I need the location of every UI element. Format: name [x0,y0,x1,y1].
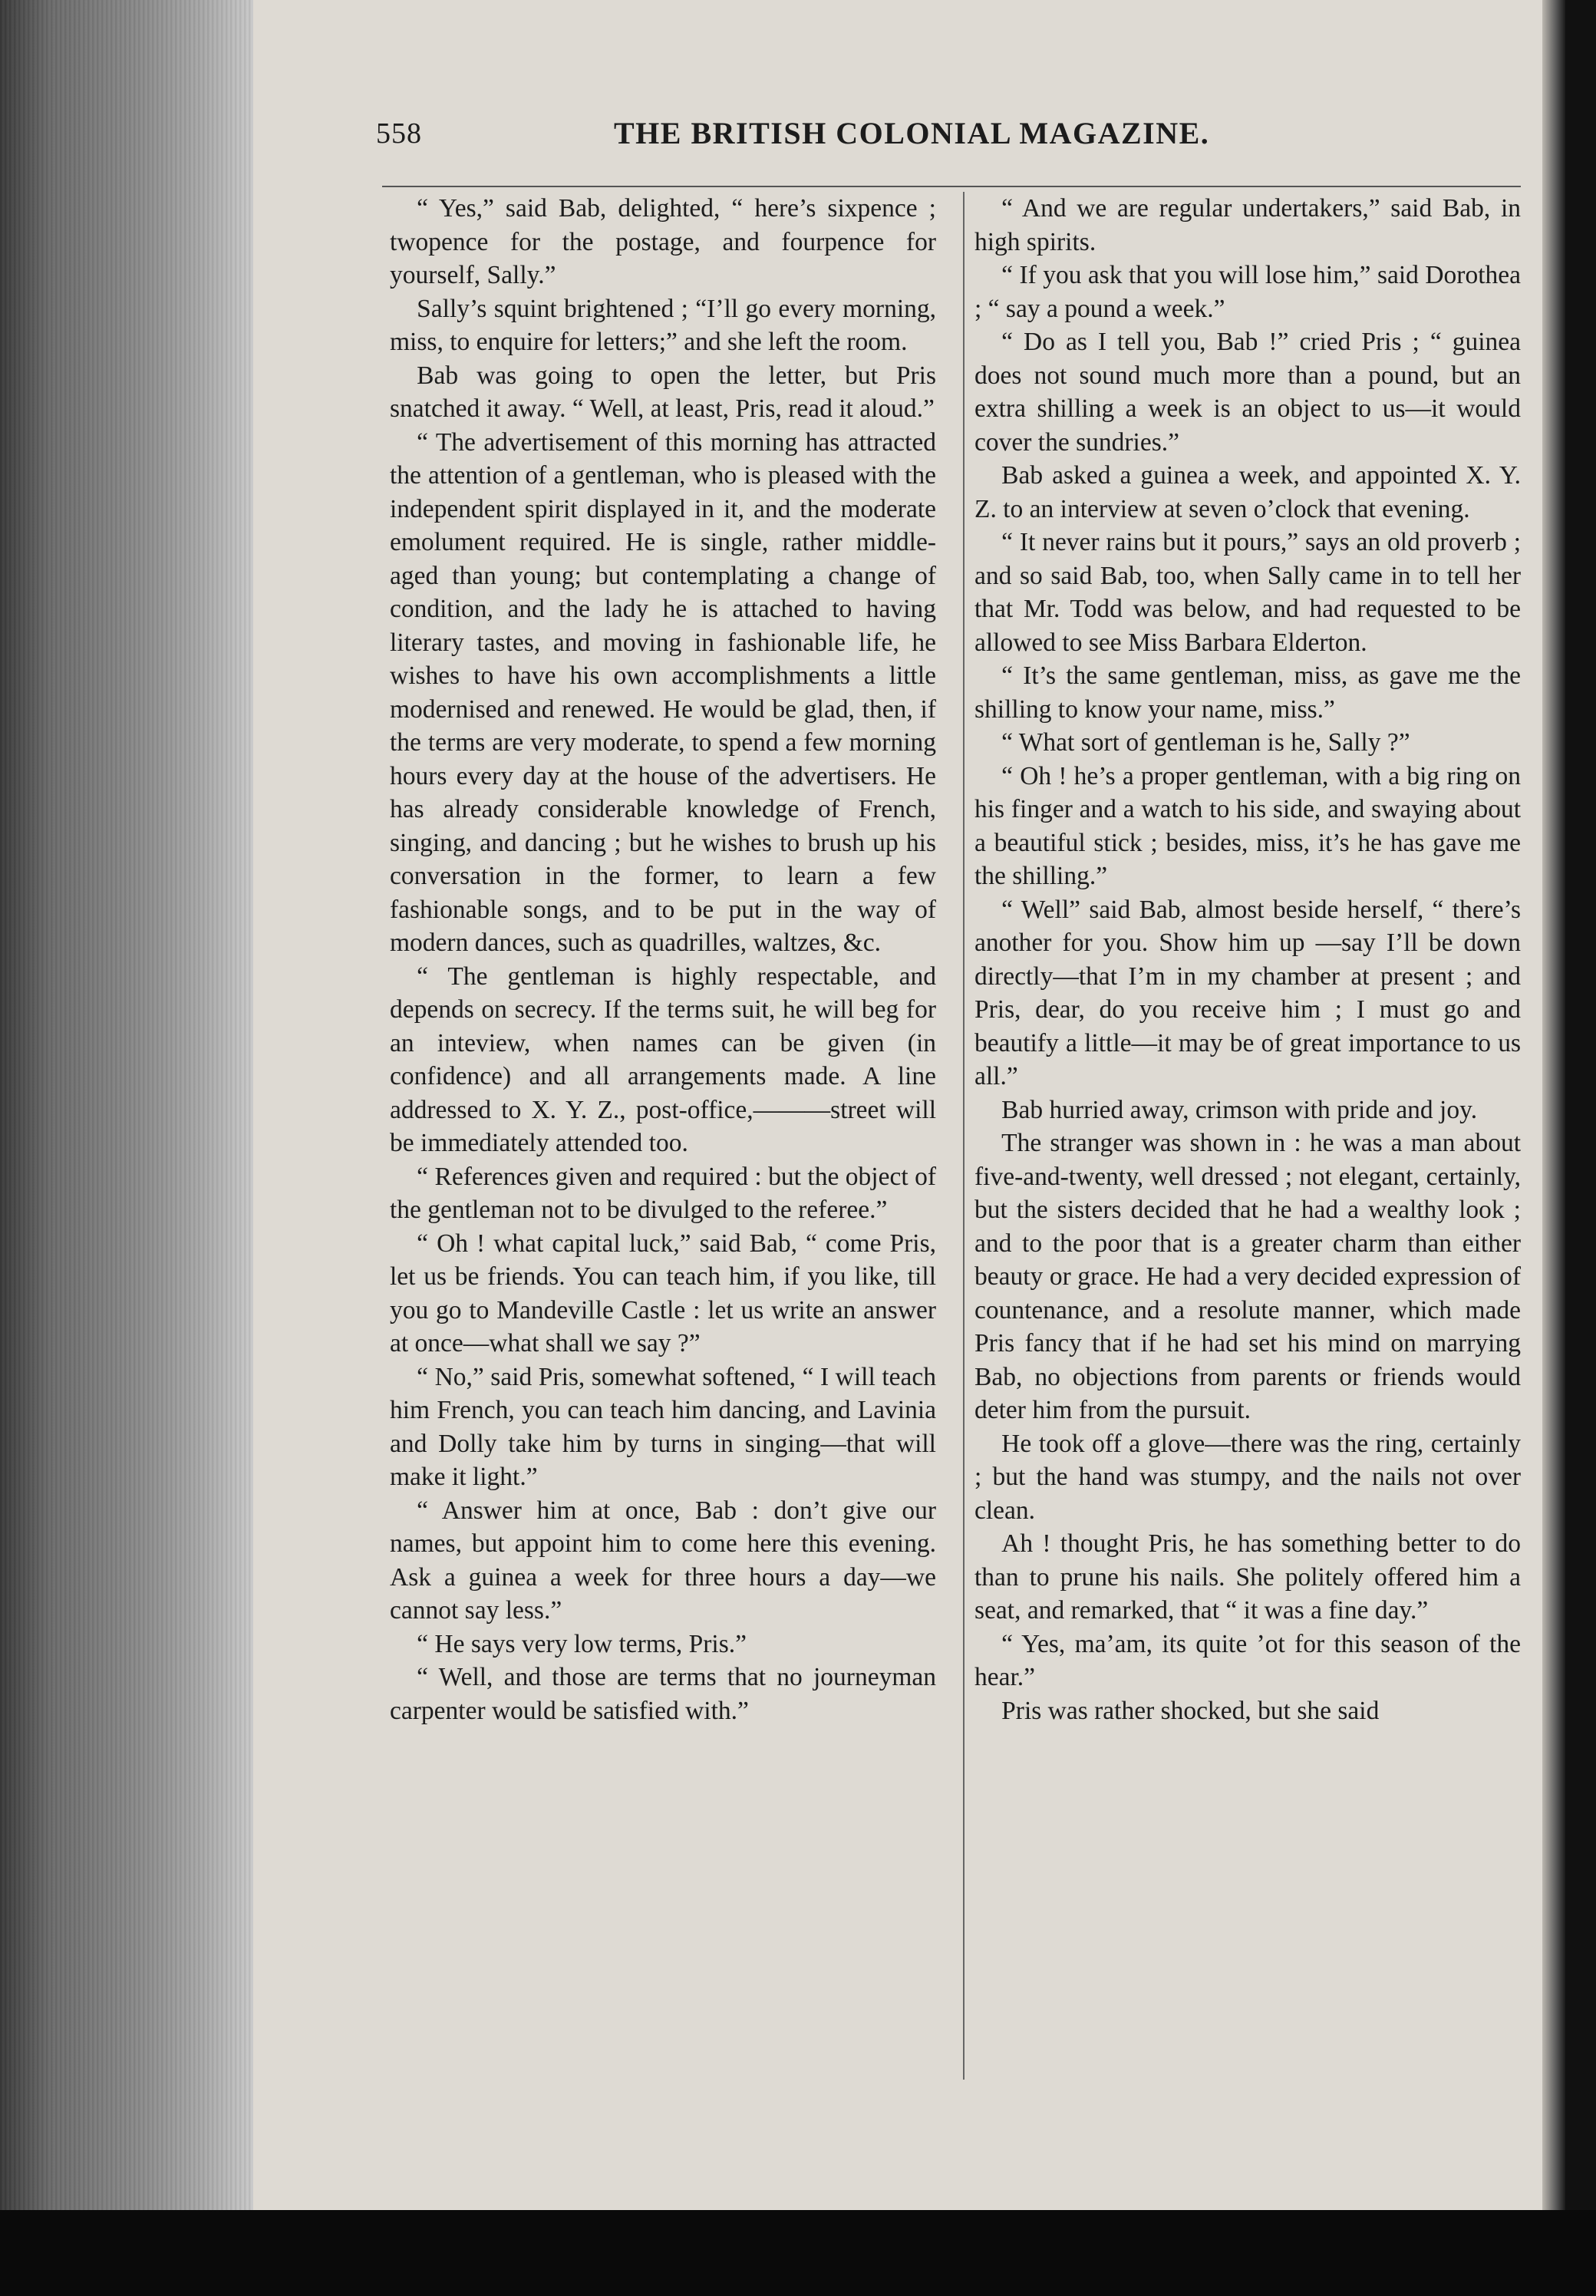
paragraph: Bab hurried away, crimson with pride and joy. [1001,1095,1478,1124]
paragraph: “ If you ask that you will lose him,” said Dorothea ; “ say a pound a week.” [974,261,1521,323]
paragraph: “ Oh ! what capital luck,” said Bab, “ come Pris, let us be friends. You can teach him, if you like, till you go to Mandeville Castle : let us write an answer at once—what shall we say ?” [390,1229,936,1357]
page-number: 558 [376,117,422,150]
paragraph: “ Yes,” said Bab, delighted, “ here’s sixpence ; twopence for the postage, and fourpence for yourself, Sally.” [390,194,936,289]
paragraph: Sally’s squint brightened ; “I’ll go every morning, miss, to enquire for letters;” and she left the room. [390,294,936,356]
paragraph: “ It never rains but it pours,” says an old proverb ; and so said Bab, too, when Sally came in to tell her that Mr. Todd was below, and had requested to be allowed to see Miss Barbara Elderton. [974,528,1521,657]
page-stack-texture [0,0,253,2296]
running-title: THE BRITISH COLONIAL MAGAZINE. [614,116,1210,150]
paragraph: “ Yes, ma’am, its quite ’ot for this season of the hear.” [974,1629,1521,1691]
paragraph: “ Oh ! he’s a proper gentleman, with a big ring on his finger and a watch to his side, and swaying about a beautiful stick ; besides, miss, it’s he has gave me the shilling.” [974,761,1521,890]
paragraph: “ References given and required : but the object of the gentleman not to be divulged to the referee.” [390,1162,936,1224]
scan-bottom-border [0,2210,1596,2296]
paragraph: Bab was going to open the letter, but Pris snatched it away. “ Well, at least, Pris, read it aloud.” [390,361,936,423]
paragraph: “ Well” said Bab, almost beside herself, “ there’s another for you. Show him up —say I’ll be down directly—that I’m in my chamber at present ; and Pris, dear, do you receive him ; I must go and beautify a little—it may be of great importance to us all.” [974,895,1521,1090]
paragraph: The stranger was shown in : he was a man about five-and-twenty, well dressed ; not elegant, certainly, but the sisters decided that he had a wealthy look ; and to the poor that is a greater charm than either beauty or grace. He had a very decided expression of countenance, and a resolute manner, which made Pris fancy that if he had set his mind on marrying Bab, no objections from parents or friends would deter him from the pursuit. [974,1129,1521,1424]
paragraph: “ What sort of gentleman is he, Sally ?” [1001,728,1410,757]
paragraph: “ He says very low terms, Pris.” [417,1629,747,1658]
paragraph: “ The advertisement of this morning has attracted the attention of a gentleman, who is pleased with the independent spirit displayed in it, and the moderate emolument required. He is single, rather middle-aged than young; but contemplating a change of condition, and the lady he is attached to having literary tastes, and moving in fashionable life, he wishes to have his own accomplishments a little modernised and renewed. He would be glad, then, if the terms are very moderate, to spend a few morning hours every day at the house of the advertisers. He has already considerable knowledge of French, singing, and dancing ; but he wishes to brush up his conversation in the former, to learn a few fashionable songs, and to be put in the way of modern dances, such as quadrilles, waltzes, &c. [390,427,936,957]
paragraph: “ It’s the same gentleman, miss, as gave me the shilling to know your name, miss.” [974,661,1521,724]
paragraph: “ The gentleman is highly respectable, and depends on secrecy. If the terms suit, he will beg for an inteview, when names can be given (in confidence) and all arrangements made. A line addressed to X. Y. Z., post-office,———street will be immediately attended too. [390,962,936,1157]
paragraph: Ah ! thought Pris, he has something better to do than to prune his nails. She politely offered him a seat, and remarked, that “ it was a fine day.” [974,1529,1521,1625]
paragraph: “ Well, and those are terms that no journeyman carpenter would be satisfied with.” [390,1663,936,1725]
paragraph: “ And we are regular undertakers,” said Bab, in high spirits. [974,194,1521,256]
paragraph: “ No,” said Pris, somewhat softened, “ I will teach him French, you can teach him dancing, and Lavinia and Dolly take him by turns in singing—that will make it light.” [390,1362,936,1491]
left-column [390,192,936,1727]
page-right-edge-shadow [1542,0,1565,2210]
paragraph: Pris was rather shocked, but she said [1001,1696,1380,1725]
paragraph: Bab asked a guinea a week, and appointed X. Y. Z. to an interview at seven o’clock that evening. [974,461,1521,523]
right-column [974,192,1521,1727]
paragraph: “ Do as I tell you, Bab !” cried Pris ; “ guinea does not sound much more than a pound, but an extra shilling a week is an object to us—it would cover the sundries.” [974,328,1521,457]
column-divider [963,192,965,2080]
paragraph: “ Answer him at once, Bab : don’t give our names, but appoint him to come here this evening. Ask a guinea a week for three hours a day—we cannot say less.” [390,1496,936,1625]
header-rule [382,186,1521,187]
paragraph: He took off a glove—there was the ring, certainly ; but the hand was stumpy, and the nails not over clean. [974,1429,1521,1525]
